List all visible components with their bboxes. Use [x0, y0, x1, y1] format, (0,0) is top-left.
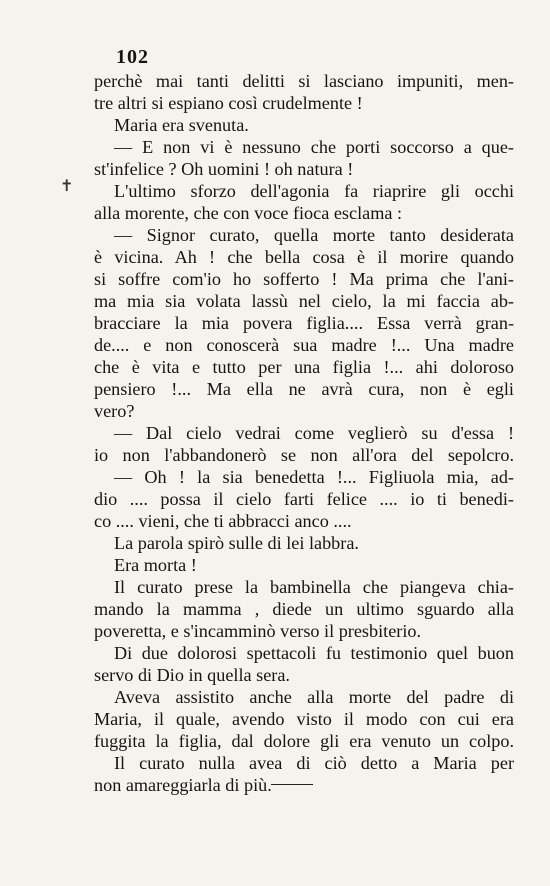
text-line: ma mia sia volata lassù nel cielo, la mi faccia ab- — [94, 291, 514, 311]
text-line: vero? — [94, 401, 135, 421]
text-line: — Oh ! la sia benedetta !... Figliuola mia, ad- — [114, 467, 514, 487]
text-line: servo di Dio in quella sera. — [94, 665, 290, 685]
text-line: pensiero !... Ma ella ne avrà cura, non è egli — [94, 379, 514, 399]
body-text — [94, 70, 514, 796]
text-line: perchè mai tanti delitti si lasciano impuniti, men- — [94, 71, 514, 91]
text-line: io non l'abbandonerò se non all'ora del sepolcro. — [94, 445, 514, 465]
text-line: Era morta ! — [114, 555, 197, 575]
text-line: fuggita la figlia, dal dolore gli era venuto un colpo. — [94, 731, 514, 751]
text-line: de.... e non conoscerà sua madre !... Una madre — [94, 335, 514, 355]
text-line: tre altri si espiano così crudelmente ! — [94, 93, 363, 113]
text-line: — Signor curato, quella morte tanto desiderata — [114, 225, 514, 245]
text-line: che è vita e tutto per una figlia !... ahi doloroso — [94, 357, 514, 377]
text-line: non amareggiarla di più. — [94, 775, 272, 795]
text-line: Il curato prese la bambinella che piangeva chia- — [114, 577, 514, 597]
margin-mark: ✝ — [60, 178, 74, 195]
page-number: 102 — [116, 46, 149, 68]
text-line: — E non vi è nessuno che porti soccorso a que- — [114, 137, 514, 157]
text-line: poveretta, e s'incamminò verso il presbiterio. — [94, 621, 422, 641]
text-line: mando la mamma , diede un ultimo sguardo alla — [94, 599, 514, 619]
text-line: bracciare la mia povera figlia.... Essa verrà gran- — [94, 313, 514, 333]
text-line: Il curato nulla avea di ciò detto a Maria per — [114, 753, 514, 773]
text-line: dio .... possa il cielo farti felice .... io ti benedi- — [94, 489, 514, 509]
text-line: L'ultimo sforzo dell'agonia fa riaprire gli occhi — [114, 181, 514, 201]
text-line: La parola spirò sulle di lei labbra. — [114, 533, 359, 553]
text-line: si soffre com'io ho sofferto ! Ma prima che l'ani- — [94, 269, 514, 289]
text-line: — Dal cielo vedrai come veglierò su d'essa ! — [114, 423, 514, 443]
text-line: Aveva assistito anche alla morte del padre di — [114, 687, 514, 707]
text-line: co .... vieni, che ti abbracci anco .... — [94, 511, 352, 531]
text-line: Di due dolorosi spettacoli fu testimonio quel buon — [114, 643, 514, 663]
text-line: st'infelice ? Oh uomini ! oh natura ! — [94, 159, 354, 179]
text-line: è vicina. Ah ! che bella cosa è il morire quando — [94, 247, 514, 267]
end-rule — [271, 784, 313, 785]
text-line: alla morente, che con voce fioca esclama : — [94, 203, 403, 223]
text-line: Maria era svenuta. — [114, 115, 249, 135]
text-line: Maria, il quale, avendo visto il modo con cui era — [94, 709, 514, 729]
